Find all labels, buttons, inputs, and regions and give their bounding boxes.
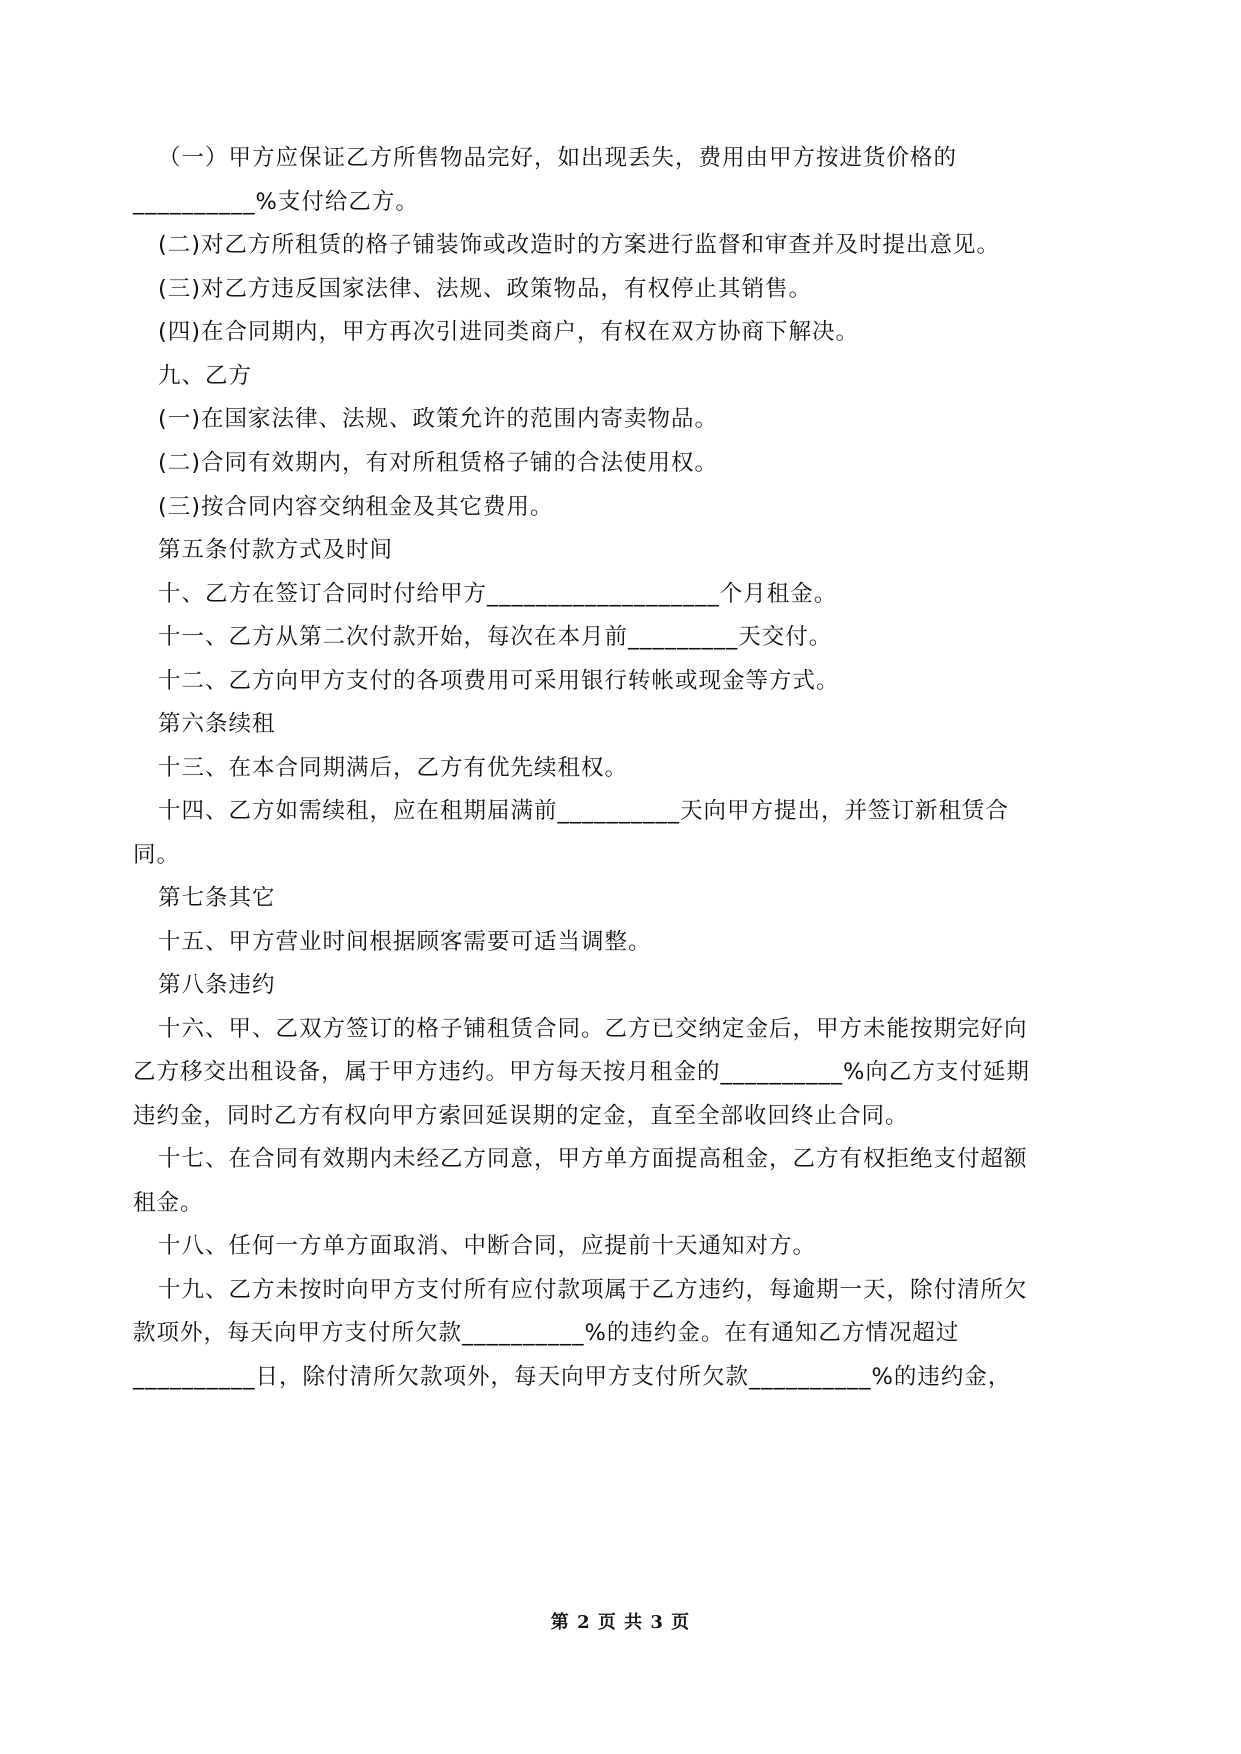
text-line: (二)对乙方所租赁的格子铺装饰或改造时的方案进行监督和审查并及时提出意见。 (158, 232, 1001, 258)
text-line: 十九、乙方未按时向甲方支付所有应付款项属于乙方违约，每逾期一天，除付清所欠 (158, 1277, 1028, 1303)
text-line: __________%支付给乙方。 (133, 189, 419, 215)
text-line: 款项外，每天向甲方支付所欠款__________%的违约金。在有通知乙方情况超过 (133, 1320, 960, 1346)
text-line: 租金。 (133, 1190, 204, 1216)
text-line: 十二、乙方向甲方支付的各项费用可采用银行转帐或现金等方式。 (158, 668, 840, 694)
text-line: 违约金，同时乙方有权向甲方索回延误期的定金，直至全部收回终止合同。 (133, 1103, 909, 1129)
text-line: 十四、乙方如需续租，应在租期届满前__________天向甲方提出，并签订新租赁合 (158, 798, 1010, 824)
text-line: (三)按合同内容交纳租金及其它费用。 (158, 494, 554, 520)
text-line: __________日，除付清所欠款项外，每天向甲方支付所欠款__________%的违约金， (133, 1364, 1012, 1390)
text-line: 十、乙方在签订合同时付给甲方___________________个月租金。 (158, 581, 838, 607)
article-heading: 第八条违约 (158, 972, 276, 998)
text-line: 十七、在合同有效期内未经乙方同意，甲方单方面提高租金，乙方有权拒绝支付超额 (158, 1146, 1028, 1172)
text-line: 十三、在本合同期满后，乙方有优先续租权。 (158, 755, 629, 781)
article-heading: 第五条付款方式及时间 (158, 537, 394, 563)
section-heading: 九、乙方 (158, 363, 253, 389)
article-heading: 第六条续租 (158, 711, 276, 737)
text-line: 十一、乙方从第二次付款开始，每次在本月前_________天交付。 (158, 624, 833, 650)
text-line: 十五、甲方营业时间根据顾客需要可适当调整。 (158, 929, 652, 955)
text-line: （一）甲方应保证乙方所售物品完好，如出现丢失，费用由甲方按进货价格的 (158, 145, 958, 171)
page-number-footer: 第 2 页 共 3 页 (550, 1612, 691, 1633)
text-line: 十六、甲、乙双方签订的格子铺租赁合同。乙方已交纳定金后，甲方未能按期完好向 (158, 1016, 1028, 1042)
article-heading: 第七条其它 (158, 885, 276, 911)
text-line: 十八、任何一方单方面取消、中断合同，应提前十天通知对方。 (158, 1233, 817, 1259)
text-line: 乙方移交出租设备，属于甲方违约。甲方每天按月租金的__________%向乙方支付延期 (133, 1059, 1030, 1085)
text-line: (一)在国家法律、法规、政策允许的范围内寄卖物品。 (158, 406, 719, 432)
text-line: (四)在合同期内，甲方再次引进同类商户，有权在双方协商下解决。 (158, 319, 860, 345)
text-line: 同。 (133, 842, 181, 868)
text-line: (二)合同有效期内，有对所租赁格子铺的合法使用权。 (158, 450, 719, 476)
text-line: (三)对乙方违反国家法律、法规、政策物品，有权停止其销售。 (158, 276, 813, 302)
